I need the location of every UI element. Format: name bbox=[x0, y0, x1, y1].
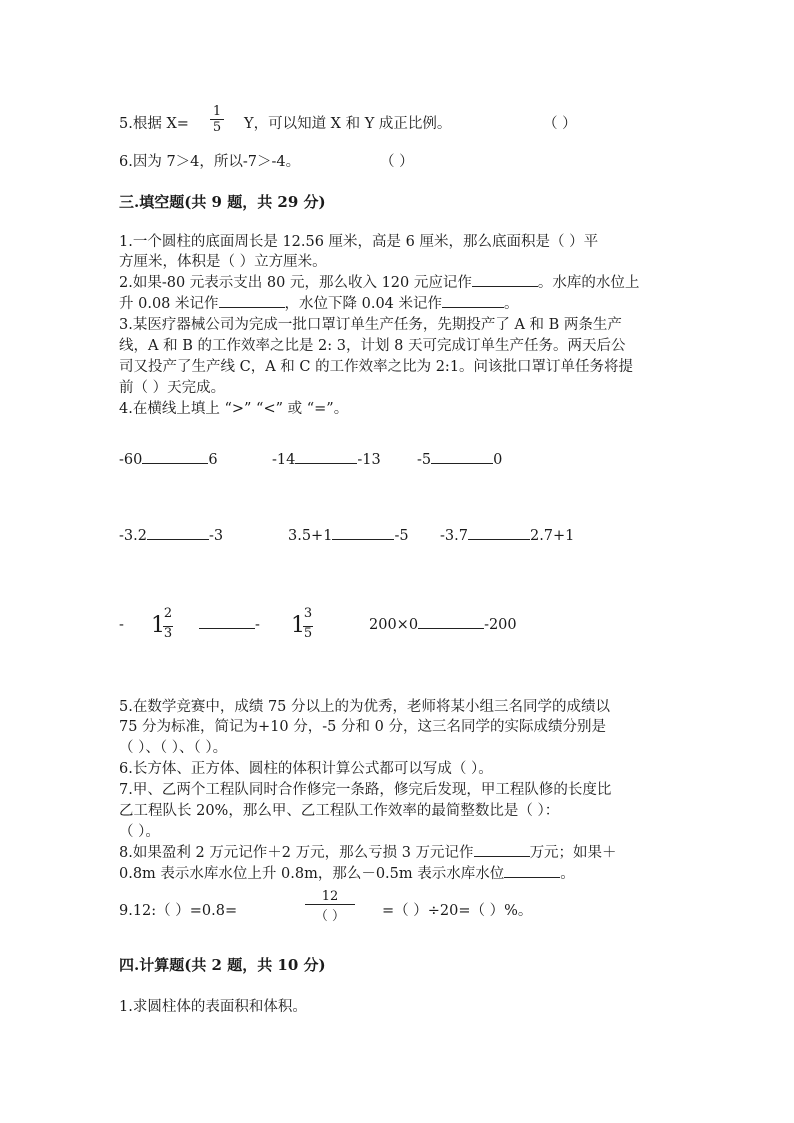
calc-q1: 1.求圆柱体的表面积和体积。 bbox=[119, 999, 307, 1015]
fill-q2-text-a: 2.如果-80 元表示支出 80 元，那么收入 120 元应记作 bbox=[119, 275, 472, 291]
compare-item bbox=[119, 452, 218, 468]
answer-blank[interactable] bbox=[431, 462, 493, 464]
fraction-numerator: 12 bbox=[321, 889, 339, 904]
fill-q8-text-c: 0.8m 表示水库水位上升 0.8m，那么－0.5m 表示水库水位 bbox=[119, 866, 505, 882]
fill-q8-line1 bbox=[119, 841, 617, 862]
compare-left: -14 bbox=[272, 452, 296, 468]
compare-right: -13 bbox=[357, 452, 381, 468]
fill-q2-line2 bbox=[119, 292, 519, 313]
compare-left: 3.5+1 bbox=[288, 528, 333, 544]
fill-q6-line1: 6.长方体、正方体、圆柱的体积计算公式都可以写成（ ）。 bbox=[119, 761, 493, 777]
fill-q9-prefix: 9.12:（ ）=0.8= bbox=[119, 903, 238, 919]
answer-blank[interactable] bbox=[295, 462, 357, 464]
compare-item bbox=[288, 528, 409, 544]
fill-q9-suffix: =（ ）÷20=（ ）%。 bbox=[382, 903, 533, 919]
fill-q3-line3: 司又投产了生产线 C，A 和 C 的工作效率之比为 2:1。问该批口罩订单任务将提 bbox=[119, 359, 634, 375]
fill-q3-line4: 前（ ）天完成。 bbox=[119, 380, 226, 396]
compare-left: -5 bbox=[417, 452, 432, 468]
judge-q5-suffix: Y，可以知道 X 和 Y 成正比例。 bbox=[244, 116, 452, 132]
answer-blank[interactable] bbox=[147, 538, 209, 540]
judge-q6-answer-paren: （ ） bbox=[380, 154, 414, 170]
answer-blank[interactable] bbox=[468, 538, 530, 540]
answer-blank[interactable] bbox=[474, 855, 530, 857]
compare-item bbox=[417, 452, 502, 468]
answer-blank[interactable] bbox=[142, 462, 208, 464]
fill-q2-text-b: 。水库的水位上 bbox=[537, 275, 640, 291]
answer-blank[interactable] bbox=[442, 306, 504, 308]
fill-q8-text-d: 。 bbox=[560, 866, 575, 882]
fill-q3-line1: 3.某医疗器械公司为完成一批口罩订单生产任务，先期投产了 A 和 B 两条生产 bbox=[119, 317, 622, 333]
fill-q2-text-c: 升 0.08 米记作 bbox=[119, 296, 219, 312]
compare-item bbox=[369, 617, 517, 633]
compare-right: 6 bbox=[208, 452, 218, 468]
compare-right: 2.7+1 bbox=[529, 528, 575, 544]
fill-q5-line1: 5.在数学竞赛中，成绩 75 分以上的为优秀，老师将某小组三名同学的成绩以 bbox=[119, 699, 611, 715]
fill-q3-line2: 线，A 和 B 的工作效率之比是 2: 3，计划 8 天可完成订单生产任务。两天后公 bbox=[119, 338, 626, 354]
compare-right: -200 bbox=[484, 617, 517, 633]
fill-q5-line3: （ ）、（ ）、（ ）。 bbox=[119, 740, 228, 756]
compare-item bbox=[440, 528, 574, 544]
judge-q6-text: 6.因为 7＞4，所以-7＞-4。 bbox=[119, 154, 301, 170]
compare-right: 0 bbox=[493, 452, 503, 468]
compare-item bbox=[272, 452, 381, 468]
fill-q2-line1 bbox=[119, 271, 639, 292]
fill-q1-line1: 1.一个圆柱的底面周长是 12.56 厘米，高是 6 厘米，那么底面积是（ ）平 bbox=[119, 234, 599, 250]
compare-right: -3 bbox=[208, 528, 224, 544]
fraction-denominator: 5 bbox=[303, 626, 313, 641]
fraction-denominator: 5 bbox=[210, 119, 224, 135]
compare-minus-sign: - bbox=[119, 617, 124, 633]
fill-q5-line2: 75 分为标准，简记为+10 分，-5 分和 0 分，这三名同学的实际成绩分别是 bbox=[119, 719, 606, 735]
fraction-numerator: 3 bbox=[303, 606, 313, 621]
fill-q2-text-d: ，水位下降 0.04 米记作 bbox=[284, 296, 443, 312]
judge-q5-answer-paren: （ ） bbox=[543, 116, 577, 132]
fill-q7-line1: 7.甲、乙两个工程队同时合作修完一条路，修完后发现，甲工程队修的长度比 bbox=[119, 782, 612, 798]
mixed-whole: 1 bbox=[151, 613, 165, 638]
fill-q2-text-e: 。 bbox=[504, 296, 519, 312]
fraction-numerator: 2 bbox=[163, 606, 173, 621]
fraction-numerator: 1 bbox=[212, 104, 222, 119]
compare-left: -3.2 bbox=[119, 528, 147, 544]
fill-q9-fraction bbox=[305, 889, 355, 924]
fraction-denominator: 3 bbox=[163, 626, 173, 641]
judge-q5-prefix: 5.根据 X= bbox=[119, 116, 189, 132]
fill-q7-line3: （ ）。 bbox=[119, 824, 160, 840]
fill-q7-line2: 乙工程队长 20%，那么甲、乙工程队工作效率的最简整数比是（ ）： bbox=[119, 803, 560, 819]
compare-left: -60 bbox=[119, 452, 143, 468]
compare-right: -5 bbox=[394, 528, 409, 544]
mixed-number bbox=[151, 606, 173, 641]
answer-blank[interactable] bbox=[472, 285, 538, 287]
fill-q8-text-b: 万元；如果＋ bbox=[529, 845, 617, 861]
mixed-whole: 1 bbox=[291, 613, 305, 638]
answer-blank[interactable] bbox=[199, 627, 255, 629]
fill-q8-text-a: 8.如果盈利 2 万元记作＋2 万元，那么亏损 3 万元记作 bbox=[119, 845, 474, 861]
compare-minus-sign: - bbox=[255, 617, 260, 633]
mixed-number bbox=[291, 606, 313, 641]
fill-q8-line2 bbox=[119, 862, 575, 883]
judge-q5-fraction bbox=[210, 104, 224, 135]
section3-title: 三.填空题(共 9 题，共 29 分) bbox=[119, 193, 326, 211]
compare-left: -3.7 bbox=[440, 528, 468, 544]
fill-q1-line2: 方厘米，体积是（ ）立方厘米。 bbox=[119, 254, 327, 270]
answer-blank[interactable] bbox=[418, 627, 484, 629]
compare-blank-row3a bbox=[199, 617, 260, 633]
answer-blank[interactable] bbox=[219, 306, 285, 308]
fraction-denominator: （ ） bbox=[305, 904, 355, 924]
compare-item bbox=[119, 528, 223, 544]
section4-title: 四.计算题(共 2 题，共 10 分) bbox=[119, 956, 326, 974]
answer-blank[interactable] bbox=[332, 538, 394, 540]
answer-blank[interactable] bbox=[504, 876, 560, 878]
compare-left: 200×0 bbox=[369, 617, 419, 633]
fill-q4-line1: 4.在横线上填上 “>” “<” 或 “=”。 bbox=[119, 401, 349, 417]
